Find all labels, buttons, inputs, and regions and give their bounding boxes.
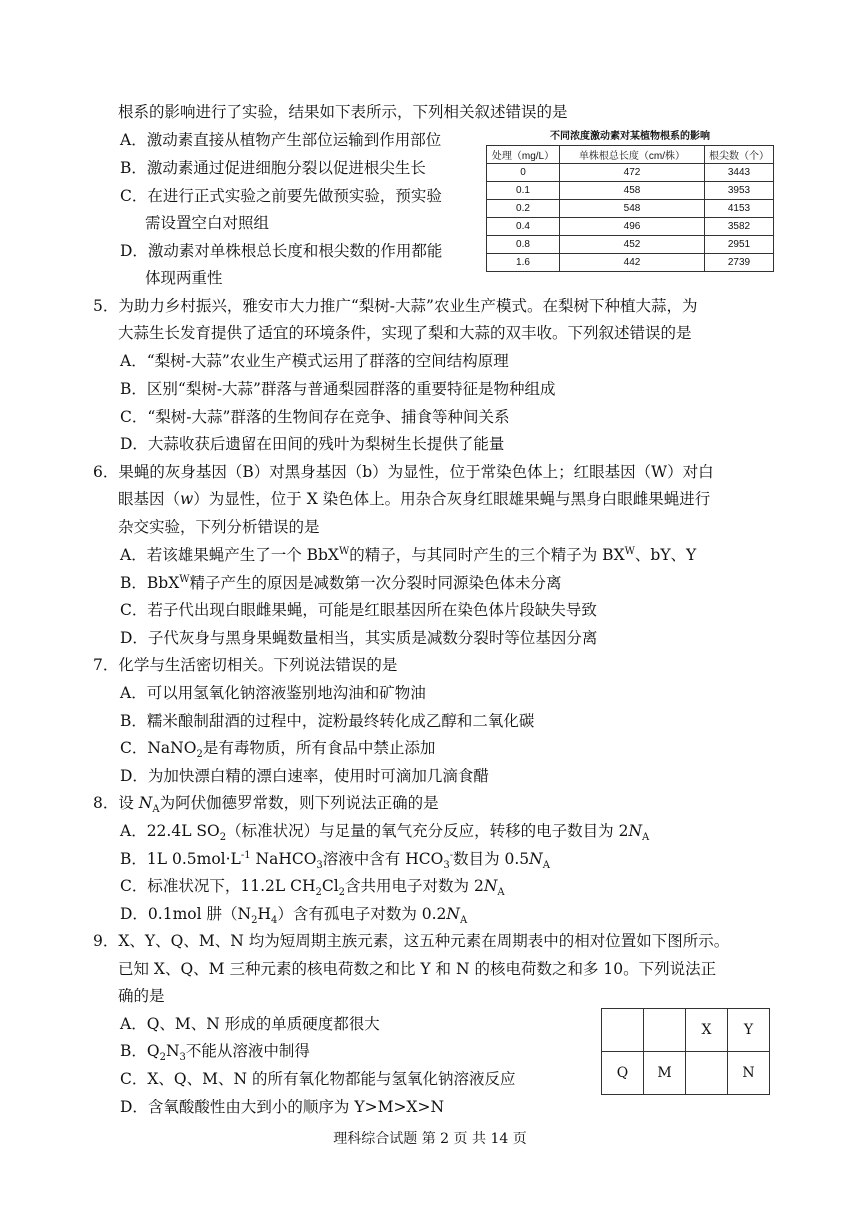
table-cell: 2951 [705, 236, 774, 254]
table-cell: 0.2 [487, 200, 560, 218]
table-cell: 452 [560, 236, 705, 254]
q6-option-a: A．若该雄果蝇产生了一个 BbX$^W$的精子，与其同时产生的三个精子为 $BX^W$、bY、Y [120, 545, 697, 564]
q5-stem-cont: 大蒜生长发育提供了适宜的环境条件，实现了梨和大蒜的双丰收。下列叙述错误的是 [118, 324, 692, 342]
grid-cell: M [644, 1052, 686, 1095]
q8-stem: 8．设 $N_A$为阿伏伽德罗常数，则下列说法正确的是 [93, 794, 439, 816]
grid-cell: Q [602, 1052, 644, 1095]
table-cell: 3953 [705, 182, 774, 200]
q9-option-c: C．X、Q、M、N 的所有氧化物都能与氢氧化钠溶液反应 [120, 1070, 516, 1088]
grid-row [602, 1052, 770, 1095]
q4-option-c-cont: 需设置空白对照组 [145, 214, 270, 232]
q9-option-d: D．含氧酸酸性由大到小的顺序为 Y>M>X>N [120, 1098, 445, 1116]
q9-option-a: A．Q、M、N 形成的单质硬度都很大 [120, 1015, 380, 1033]
q6-stem-cont2: 杂交实验，下列分析错误的是 [118, 518, 320, 536]
q7-option-b: B．糯米酿制甜酒的过程中，淀粉最终转化成乙醇和二氧化碳 [120, 712, 535, 730]
q4-stem-cont: 根系的影响进行了实验，结果如下表所示，下列相关叙述错误的是 [118, 103, 568, 121]
table-cell: 0 [487, 164, 560, 182]
q5-stem: 5．为助力乡村振兴，雅安市大力推广“梨树-大蒜”农业生产模式。在梨树下种植大蒜，为 [93, 297, 698, 315]
periodic-table-grid [601, 1008, 770, 1095]
q9-stem: 9．X、Y、Q、M、N 均为短周期主族元素，这五种元素在周期表中的相对位置如下图所示。 [93, 932, 730, 950]
table-cell: 3443 [705, 164, 774, 182]
q8-option-a: A．22.4L $SO_2$（标准状况）与足量的氧气充分反应，转移的电子数目为 $2N_A$ [120, 822, 650, 844]
q9-stem-cont2: 确的是 [118, 987, 165, 1005]
table-row [487, 200, 774, 218]
grid-cell [686, 1052, 728, 1095]
q4-option-c: C．在进行正式实验之前要先做预实验，预实验 [120, 187, 442, 205]
table-cell: 0.4 [487, 218, 560, 236]
grid-cell: Y [728, 1009, 770, 1052]
page-footer: 理科综合试题 第 2 页 共 14 页 [333, 1131, 527, 1147]
table-cell: 442 [560, 254, 705, 272]
table-cell: 2739 [705, 254, 774, 272]
grid-cell: X [686, 1009, 728, 1052]
table-row [487, 236, 774, 254]
q5-option-b: B．区别“梨树-大蒜”群落与普通梨园群落的重要特征是物种组成 [120, 380, 556, 398]
table-row [487, 164, 774, 182]
q6-stem-cont: 眼基因（w）为显性，位于 X 染色体上。用杂合灰身红眼雄果蝇与黑身白眼雌果蝇进行 [118, 490, 711, 508]
hormone-table [486, 145, 774, 272]
table-cell: 472 [560, 164, 705, 182]
q5-option-d: D．大蒜收获后遗留在田间的残叶为梨树生长提供了能量 [120, 435, 505, 453]
q7-option-d: D．为加快漂白精的漂白速率，使用时可滴加几滴食醋 [120, 767, 489, 785]
q8-option-d: D．0.1mol 肼$(N_2H_4)$含有孤电子对数为 $0.2N_A$ [120, 905, 468, 927]
q8-option-b: B．1L $0.5mol\cdot L^{-1}$ NaHCO$_3$溶液中含有 $HCO_3^-$数目为 $0.5N_A$ [120, 849, 550, 872]
table-cell: 3582 [705, 218, 774, 236]
q6-option-c: C．若子代出现白眼雌果蝇，可能是红眼基因所在染色体片段缺失导致 [120, 601, 597, 619]
q5-option-c: C．“梨树-大蒜”群落的生物间存在竞争、捕食等种间关系 [120, 408, 510, 426]
header-cell: 单株根总长度（cm/株） [560, 146, 705, 164]
q6-option-d: D．子代灰身与黑身果蝇数量相当，其实质是减数分裂时等位基因分离 [120, 629, 598, 647]
grid-cell [602, 1009, 644, 1052]
table-cell: 0.8 [487, 236, 560, 254]
q8-option-c: C．标准状况下，11.2L $CH_2Cl_2$含共用电子对数为 $2N_A$ [120, 877, 505, 899]
hormone-table-header [487, 146, 774, 164]
q4-option-b: B．激动素通过促进细胞分裂以促进根尖生长 [120, 159, 426, 177]
header-cell: 处理（mg/L） [487, 146, 560, 164]
q9-stem-cont: 已知 X、Q、M 三种元素的核电荷数之和比 Y 和 N 的核电荷数之和多 10。下列说法正 [118, 960, 717, 978]
q5-option-a: A．“梨树-大蒜”农业生产模式运用了群落的空间结构原理 [120, 352, 509, 370]
q4-option-d: D．激动素对单株根总长度和根尖数的作用都能 [120, 242, 443, 260]
q4-option-d-cont: 体现两重性 [145, 269, 223, 287]
table-cell: 4153 [705, 200, 774, 218]
hormone-table-title: 不同浓度激动素对某植物根系的影响 [550, 131, 710, 142]
q9-option-b: B．$Q_2N_3$不能从溶液中制得 [120, 1042, 310, 1064]
q7-option-a: A．可以用氢氧化钠溶液鉴别地沟油和矿物油 [120, 684, 426, 702]
table-cell: 0.1 [487, 182, 560, 200]
table-row [487, 182, 774, 200]
table-cell: 458 [560, 182, 705, 200]
grid-cell: N [728, 1052, 770, 1095]
table-cell: 1.6 [487, 254, 560, 272]
header-cell: 根尖数（个） [705, 146, 774, 164]
q4-option-a: A．激动素直接从植物产生部位运输到作用部位 [120, 131, 442, 149]
q6-option-b: B．BbX$^W$精子产生的原因是减数第一次分裂时同源染色体未分离 [120, 573, 562, 592]
q7-stem: 7．化学与生活密切相关。下列说法错误的是 [93, 656, 398, 674]
grid-cell [644, 1009, 686, 1052]
q6-stem: 6．果蝇的灰身基因（B）对黑身基因（b）为显性，位于常染色体上；红眼基因（W）对白 [93, 463, 714, 481]
table-row [487, 254, 774, 272]
table-cell: 496 [560, 218, 705, 236]
grid-row [602, 1009, 770, 1052]
q7-option-c: C．NaNO$_2$是有毒物质，所有食品中禁止添加 [120, 739, 436, 761]
table-cell: 548 [560, 200, 705, 218]
table-row [487, 218, 774, 236]
